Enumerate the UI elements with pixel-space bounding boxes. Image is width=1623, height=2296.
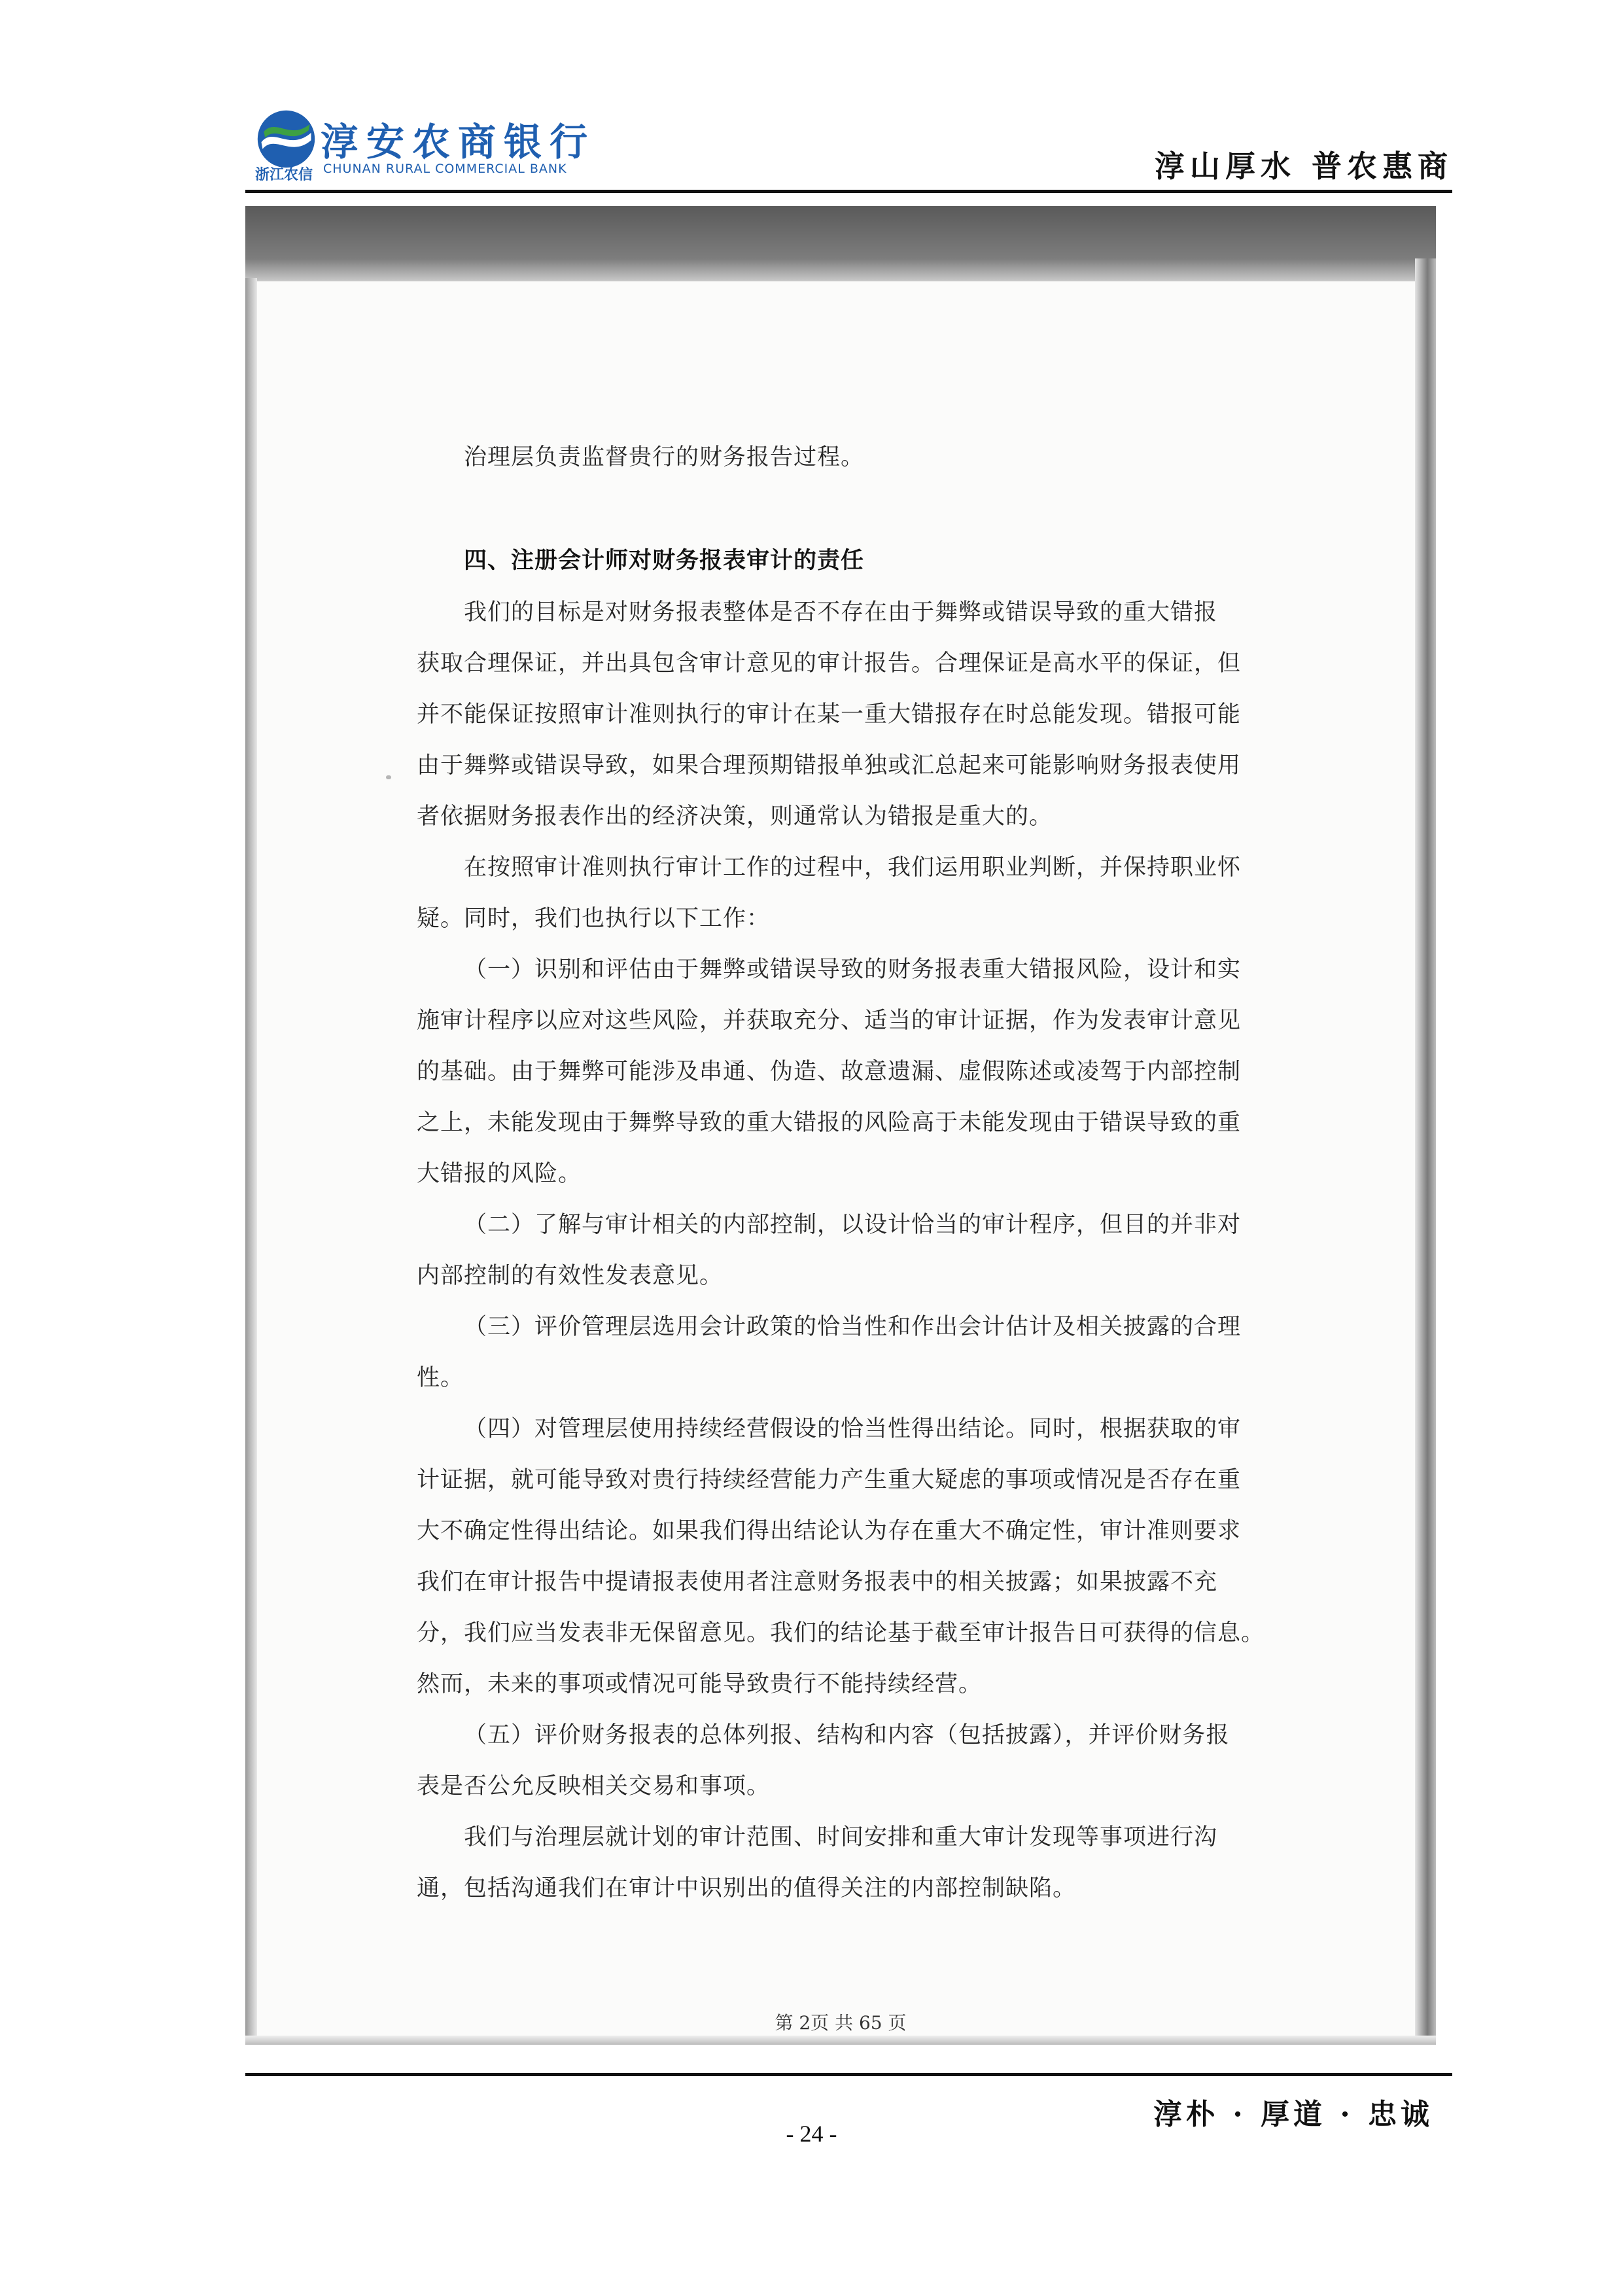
paragraph-line: 表是否公允反映相关交易和事项。 [417,1773,771,1799]
bank-logo-icon [255,108,317,170]
paragraph-line: 我们在审计报告中提请报表使用者注意财务报表中的相关披露；如果披露不充 [417,1569,1218,1595]
paragraph-line: 的基础。由于舞弊可能涉及串通、伪造、故意遗漏、虚假陈述或凌驾于内部控制 [417,1059,1242,1085]
scan-shadow-bottom [245,2036,1436,2045]
footer-slogan: 淳朴 · 厚道 · 忠诚 [1153,2098,1433,2131]
paragraph-line: 之上，未能发现由于舞弊导致的重大错报的风险高于未能发现由于错误导致的重 [417,1110,1242,1136]
scan-shadow-right [1415,258,1436,2045]
paragraph-line: （三）评价管理层选用会计政策的恰当性和作出会计估计及相关披露的合理 [464,1314,1242,1340]
section-heading: 四、注册会计师对财务报表审计的责任 [464,547,865,574]
paragraph-line: 大错报的风险。 [417,1161,582,1187]
scanned-page-number: 第 2页 共 65 页 [775,2012,907,2034]
paragraph-line: 并不能保证按照审计准则执行的审计在某一重大错报存在时总能发现。错报可能 [417,701,1242,728]
paragraph-line: （五）评价财务报表的总体列报、结构和内容（包括披露），并评价财务报 [464,1722,1230,1748]
scanned-page [245,206,1436,2045]
paragraph-line: 内部控制的有效性发表意见。 [417,1263,724,1289]
footer-divider [245,2073,1452,2076]
paragraph-line: 分，我们应当发表非无保留意见。我们的结论基于截至审计报告日可获得的信息。 [417,1620,1265,1646]
scan-speck [386,775,391,779]
paragraph-line: 然而，未来的事项或情况可能导致贵行不能持续经营。 [417,1671,983,1697]
paragraph-line: 疑。同时，我们也执行以下工作： [417,906,771,932]
bank-name-english: CHUNAN RURAL COMMERCIAL BANK [323,162,567,176]
bank-header [0,0,1623,196]
paragraph-line: 我们的目标是对财务报表整体是否不存在由于舞弊或错误导致的重大错报 [464,599,1218,626]
paragraph-line: 施审计程序以应对这些风险，并获取充分、适当的审计证据，作为发表审计意见 [417,1008,1242,1034]
paragraph-line: 在按照审计准则执行审计工作的过程中，我们运用职业判断，并保持职业怀 [464,855,1242,881]
header-slogan: 淳山厚水 普农惠商 [1154,149,1453,184]
paragraph-line: 者依据财务报表作出的经济决策，则通常认为错报是重大的。 [417,804,1053,830]
paragraph-line: 治理层负责监督贵行的财务报告过程。 [464,444,865,470]
paragraph-line: 性。 [417,1365,464,1391]
header-divider [245,190,1452,193]
paragraph-line: 大不确定性得出结论。如果我们得出结论认为存在重大不确定性，审计准则要求 [417,1518,1242,1544]
paragraph-line: 通，包括沟通我们在审计中识别出的值得关注的内部控制缺陷。 [417,1875,1077,1901]
bank-name: 淳安农商银行 [321,120,596,164]
footer-page-number: - 24 - [786,2121,837,2147]
paragraph-line: （四）对管理层使用持续经营假设的恰当性得出结论。同时，根据获取的审 [464,1416,1242,1442]
paragraph-line: 由于舞弊或错误导致，如果合理预期错报单独或汇总起来可能影响财务报表使用 [417,752,1242,779]
paragraph-line: 我们与治理层就计划的审计范围、时间安排和重大审计发现等事项进行沟 [464,1824,1218,1850]
scan-shadow-left [245,278,257,2045]
paragraph-line: （一）识别和评估由于舞弊或错误导致的财务报表重大错报风险，设计和实 [464,957,1242,983]
paragraph-line: （二）了解与审计相关的内部控制，以设计恰当的审计程序，但目的并非对 [464,1212,1242,1238]
paragraph-line: 获取合理保证，并出具包含审计意见的审计报告。合理保证是高水平的保证，但 [417,650,1242,677]
paragraph-line: 计证据，就可能导致对贵行持续经营能力产生重大疑虑的事项或情况是否存在重 [417,1467,1242,1493]
logo-subtitle: 浙江农信 [255,167,313,183]
scan-shadow-top [245,206,1436,281]
